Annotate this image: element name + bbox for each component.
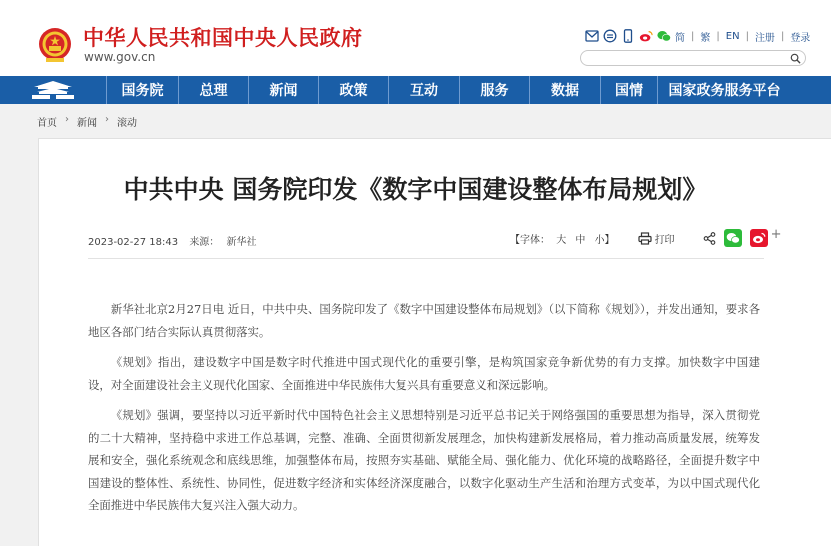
toolbar-separator: | <box>780 30 785 42</box>
nav-item-state-council[interactable]: 国务院 <box>106 76 178 104</box>
source-label: 来源： <box>189 237 220 248</box>
printer-icon <box>638 232 652 245</box>
print-label: 打印 <box>654 234 675 246</box>
site-title[interactable]: 中华人民共和国中央人民政府 <box>83 25 363 50</box>
weibo-icon[interactable] <box>639 29 653 43</box>
nav-item-premier[interactable]: 总理 <box>178 76 248 104</box>
nav-item-data[interactable]: 数据 <box>529 76 600 104</box>
search-box <box>580 50 806 66</box>
message-icon[interactable] <box>603 29 617 43</box>
traditional-chinese-link[interactable]: 繁 <box>700 32 711 44</box>
more-share-icon[interactable]: + <box>770 226 782 242</box>
toolbar-separator: | <box>716 30 720 42</box>
breadcrumb-rolling[interactable]: 滚动 <box>117 118 137 129</box>
national-emblem-icon[interactable] <box>38 27 72 63</box>
nav-item-interaction[interactable]: 互动 <box>388 76 459 104</box>
wechat-icon[interactable] <box>657 29 671 43</box>
breadcrumb-news[interactable]: 新闻 <box>77 118 97 129</box>
font-size-control <box>510 231 618 246</box>
nav-item-services[interactable]: 服务 <box>459 76 529 104</box>
site-url: www.gov.cn <box>84 50 156 64</box>
site-header <box>0 0 831 76</box>
mail-icon[interactable] <box>585 29 599 43</box>
article-paragraph: 新华社北京2月27日电 近日，中共中央、国务院印发了《数字中国建设整体布局规划》（以下简称《规划》），并发出通知，要求各地区各部门结合实际认真贯彻落实。 <box>88 302 760 339</box>
article-paragraph: 《规划》强调，要坚持以习近平新时代中国特色社会主义思想特别是习近平总书记关于网络强国的重要思想为指导，深入贯彻党的二十大精神，坚持稳中求进工作总基调，完整、准确、全面贯彻新发展理念，加快构建新发展格局，着力推动高质量发展，统筹发展和安全，强化系统观念和底线思维，加强整体布局，按照夯实基础、赋能全局、强化能力、优化环境的战略路径，全面提升数字中国建设的整体性、系统性、协同性，促进数字经济和实体经济深度融合，以数字化驱动生产生活和治理方式变革，为以中国式现代化全面推进中华民族伟大复兴注入强大动力。 <box>88 408 760 512</box>
article-paragraph: 《规划》指出，建设数字中国是数字时代推进中国式现代化的重要引擎，是构筑国家竞争新优势的有力支撑。加快数字中国建设，对全面建设社会主义现代化国家、全面推进中华民族伟大复兴具有重要意义和深远影响。 <box>88 355 760 392</box>
article-tools <box>510 226 782 247</box>
wechat-share-button[interactable] <box>724 229 742 247</box>
header-toolbar <box>585 28 810 44</box>
toolbar-separator: | <box>745 30 749 42</box>
weibo-icon <box>752 232 766 244</box>
search-icon[interactable] <box>790 53 801 64</box>
meta-divider <box>88 258 764 259</box>
publish-date: 2023-02-27 18:43 <box>88 237 179 248</box>
login-link[interactable]: 登录 <box>790 32 811 44</box>
chevron-right-icon: › <box>65 114 69 125</box>
font-large-button[interactable]: 大 <box>556 234 567 246</box>
english-link[interactable]: EN <box>725 30 740 42</box>
nav-item-gov-service-platform[interactable]: 国家政务服务平台 <box>657 76 791 104</box>
nav-item-policy[interactable]: 政策 <box>318 76 388 104</box>
share-icon[interactable] <box>703 232 716 245</box>
font-size-label: 【字体： <box>510 234 550 246</box>
font-small-button[interactable]: 小】 <box>594 234 615 246</box>
chevron-right-icon: › <box>105 114 109 125</box>
breadcrumb <box>37 114 137 129</box>
wechat-icon <box>726 232 740 244</box>
breadcrumb-home[interactable]: 首页 <box>37 118 57 129</box>
source-name: 新华社 <box>226 237 257 248</box>
register-link[interactable]: 注册 <box>754 32 775 44</box>
toolbar-separator: | <box>691 30 695 42</box>
main-nav <box>0 76 831 104</box>
mobile-icon[interactable] <box>621 29 635 43</box>
nav-item-news[interactable]: 新闻 <box>248 76 318 104</box>
weibo-share-button[interactable] <box>750 229 768 247</box>
print-button[interactable] <box>638 231 675 246</box>
font-medium-button[interactable]: 中 <box>575 234 586 246</box>
tiananmen-icon <box>30 80 76 100</box>
nav-item-national-profile[interactable]: 国情 <box>600 76 657 104</box>
search-input[interactable] <box>589 52 779 64</box>
simplified-chinese-link[interactable]: 简 <box>675 32 685 44</box>
article-body <box>88 298 760 525</box>
article-meta <box>88 233 265 248</box>
nav-home-item[interactable] <box>0 76 106 104</box>
article-title: 中共中央 国务院印发《数字中国建设整体布局规划》 <box>123 175 708 204</box>
